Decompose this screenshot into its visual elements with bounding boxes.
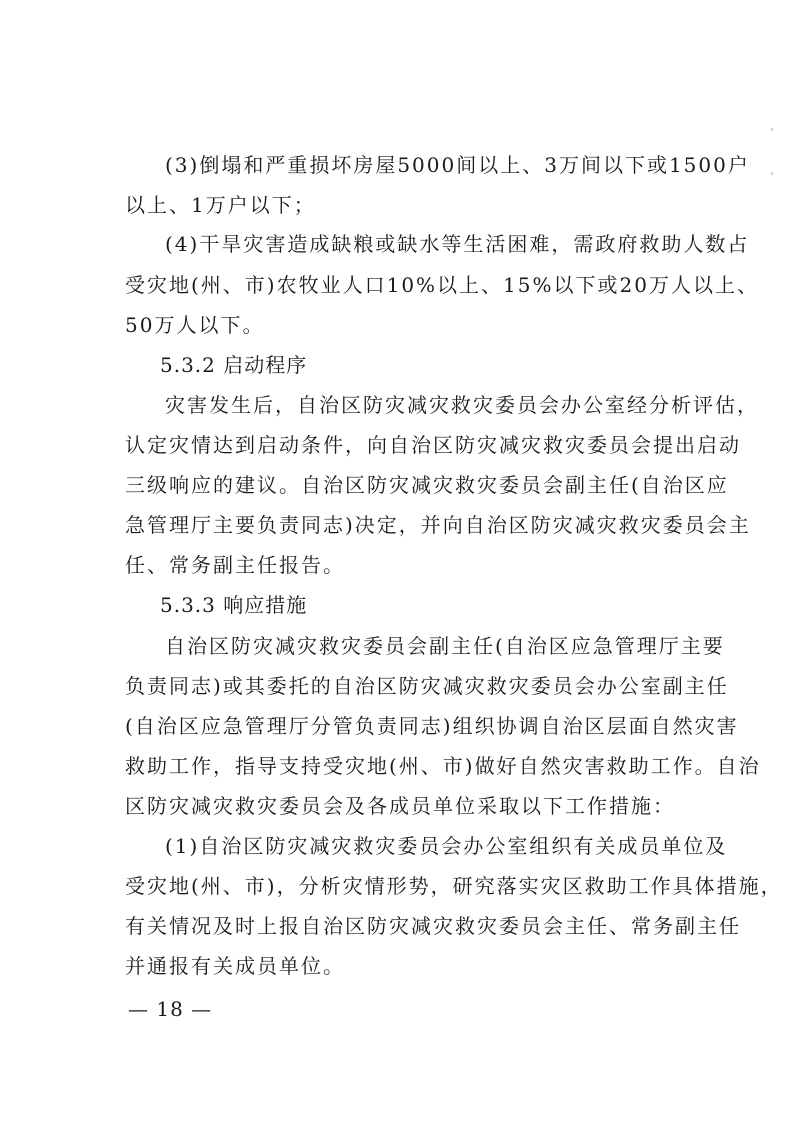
text-line: 有关情况及时上报自治区防灾减灾救灾委员会主任、常务副主任 — [125, 914, 741, 938]
text-line: 急管理厅主要负责同志)决定，并向自治区防灾减灾救灾委员会主 — [125, 513, 751, 537]
page-number: — 18 — — [128, 997, 213, 1021]
text-line: 负责同志)或其委托的自治区防灾减灾救灾委员会办公室副主任 — [125, 674, 729, 698]
text-line: (1)自治区防灾减灾救灾委员会办公室组织有关成员单位及 — [165, 834, 728, 858]
scan-speck — [771, 172, 773, 175]
text-line: 受灾地(州、市)，分析灾情形势，研究落实灾区救助工作具体措施， — [125, 874, 783, 898]
text-line: 区防灾减灾救灾委员会及各成员单位采取以下工作措施： — [125, 794, 675, 818]
text-line: (4)干旱灾害造成缺粮或缺水等生活困难，需政府救助人数占 — [165, 232, 750, 256]
text-line: 受灾地(州、市)农牧业人口10%以上、15%以下或20万人以上、 — [125, 273, 759, 297]
text-line: 并通报有关成员单位。 — [125, 954, 345, 978]
scan-specks — [771, 128, 775, 188]
scan-speck — [771, 128, 773, 131]
text-line: 以上、1万户以下； — [125, 193, 316, 217]
text-line: 认定灾情达到启动条件，向自治区防灾减灾救灾委员会提出启动 — [125, 433, 741, 457]
text-line: 任、常务副主任报告。 — [125, 553, 345, 577]
section-heading-5-3-2: 5.3.2 启动程序 — [160, 353, 308, 377]
text-line: (自治区应急管理厅分管负责同志)组织协调自治区层面自然灾害 — [125, 714, 739, 738]
text-line: 灾害发生后，自治区防灾减灾救灾委员会办公室经分析评估， — [165, 393, 759, 417]
text-line: (3)倒塌和严重损坏房屋5000间以上、3万间以下或1500户 — [165, 153, 750, 177]
section-heading-5-3-3: 5.3.3 响应措施 — [160, 593, 308, 617]
text-line: 自治区防灾减灾救灾委员会副主任(自治区应急管理厅主要 — [165, 634, 725, 658]
text-line: 50万人以下。 — [125, 313, 265, 337]
text-line: 三级响应的建议。自治区防灾减灾救灾委员会副主任(自治区应 — [125, 473, 729, 497]
text-line: 救助工作，指导支持受灾地(州、市)做好自然灾害救助工作。自治 — [125, 754, 761, 778]
